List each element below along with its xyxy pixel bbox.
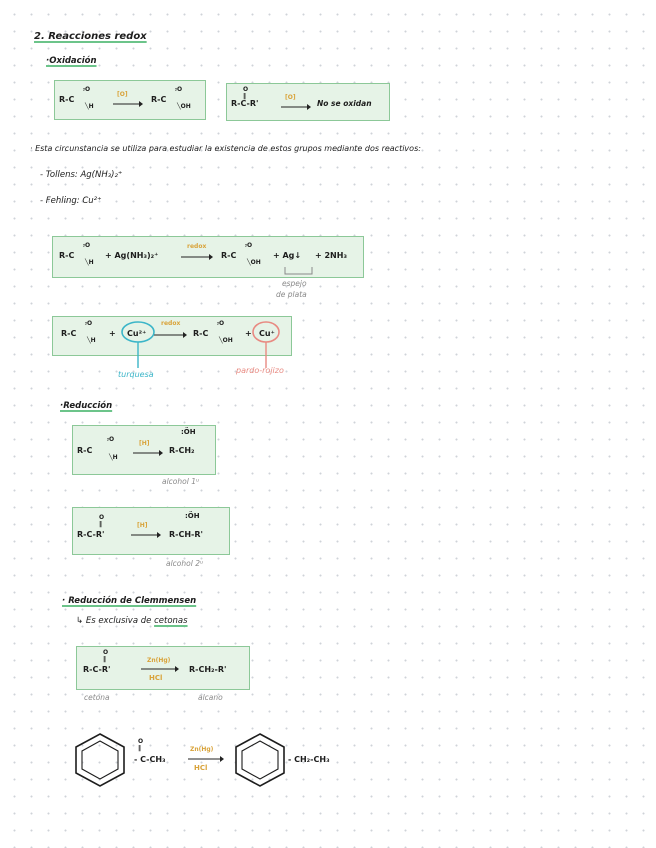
condition: [H] — [139, 440, 150, 447]
clemmensen-reaction-box — [76, 646, 250, 690]
product: R-C — [151, 95, 167, 104]
reactant: R-C — [59, 95, 75, 104]
ammonia-product: + 2NH₃ — [315, 251, 347, 260]
reactant: R-C — [77, 446, 93, 455]
arrow-icon — [113, 101, 143, 107]
circumstance-text: · Esta circunstancia se utiliza para estudiar la existencia de estos grupos mediante dos reactivos: — [30, 144, 421, 153]
note-prefix: ↳ Es exclusiva de — [76, 616, 152, 626]
acyl-substituent: - C-CH₃ — [134, 755, 166, 764]
oxidation-box-ketone — [226, 83, 390, 121]
arrow-icon — [188, 756, 224, 762]
reactant: R-C-R' — [77, 530, 105, 539]
product: R-CH₂-R' — [189, 665, 227, 674]
benzene-ring-icon — [232, 732, 292, 788]
condition: [O] — [285, 94, 296, 101]
o-group: O ‖ — [243, 86, 249, 100]
condition-bottom: HCl — [149, 674, 163, 682]
o-group: ⸗O — [217, 320, 225, 327]
condition: redox — [161, 320, 181, 327]
o-group: ⸗O — [245, 242, 253, 249]
arrow-icon — [133, 450, 163, 456]
clemmensen-note — [76, 616, 188, 626]
arrow-icon — [281, 104, 311, 110]
tollens-reagent: + Ag(NH₃)₂⁺ — [105, 251, 159, 260]
condition: [H] — [137, 522, 148, 529]
oh-group: :ÖH — [185, 512, 200, 520]
acyl-text: C-CH₃ — [140, 755, 166, 764]
condition-top: Zn(Hg) — [190, 746, 214, 753]
condition-bottom: HCl — [194, 764, 208, 772]
silver-product: + Ag↓ — [273, 251, 302, 260]
o-group: ⸗O — [85, 320, 93, 327]
oh-group: ╲OH — [219, 337, 233, 344]
product: No se oxidan — [317, 99, 372, 108]
product: R-C — [193, 329, 209, 338]
o-group: ⸗O — [107, 436, 115, 443]
oh-group: ╲OH — [177, 103, 191, 110]
reduction-box-aldehyde — [72, 425, 216, 475]
section-reduccion: ·Reducción — [60, 401, 113, 411]
ethyl-substituent: - CH₂-CH₃ — [288, 755, 330, 764]
o-group: O ‖ — [99, 514, 105, 528]
tollens-text: - Tollens: Ag(NH₃)₂⁺ — [40, 170, 123, 180]
benzene-ring-icon — [72, 732, 132, 788]
product: R-CH₂ — [169, 446, 195, 455]
note-alcohol-secundario: alcohol 2ᵘ — [166, 559, 204, 568]
note-cetonas: cetonas — [154, 616, 188, 626]
plus-sign: + — [109, 329, 116, 338]
note-alcohol-primario: alcohol 1ᵘ — [162, 477, 200, 486]
reduction-box-ketone — [72, 507, 230, 555]
h-group: ╲H — [85, 103, 94, 110]
section-oxidacion: ·Oxidación — [46, 56, 97, 66]
condition-top: Zn(Hg) — [147, 657, 171, 664]
section-clemmensen: · Reducción de Clemmensen — [62, 596, 197, 606]
o-group: ⸗O — [175, 86, 183, 93]
o-group: ⸗O — [83, 242, 91, 249]
reactant: R-C-R' — [231, 99, 259, 108]
o-group: ⸗O — [83, 86, 91, 93]
product: R-CH-R' — [169, 530, 203, 539]
oh-group: ╲OH — [247, 259, 261, 266]
ethyl-text: CH₂-CH₃ — [294, 755, 330, 764]
arrow-icon — [131, 532, 161, 538]
label-turquesa: turquesa — [118, 370, 154, 379]
reactant: R-C — [59, 251, 75, 260]
condition: redox — [187, 243, 207, 250]
copper-i-product: Cu⁺ — [259, 329, 275, 338]
o-group: O ‖ — [138, 738, 144, 752]
label-pardo-rojizo: pardo-rojizo — [236, 366, 284, 375]
turquoise-circle-icon — [120, 318, 160, 378]
product: R-C — [221, 251, 237, 260]
reactant: R-C-R' — [83, 665, 111, 674]
copper-ii-reagent: Cu²⁺ — [127, 329, 147, 338]
note-alcano: alcano — [198, 693, 223, 702]
arrow-icon — [181, 254, 213, 260]
plus-sign: + — [245, 329, 252, 338]
note-de-plata: de plata — [276, 290, 307, 299]
condition: [O] — [117, 91, 128, 98]
h-group: ╲H — [87, 337, 96, 344]
o-group: O ‖ — [103, 649, 109, 663]
arrow-icon — [141, 666, 179, 672]
fehling-text: - Fehling: Cu²⁺ — [40, 196, 102, 206]
h-group: ╲H — [85, 259, 94, 266]
h-group: ╲H — [109, 454, 118, 461]
bracket-icon — [284, 266, 314, 276]
page-title: 2. Reacciones redox — [34, 31, 147, 42]
oxidation-box-aldehyde — [54, 80, 206, 120]
oh-group: :ÖH — [181, 428, 196, 436]
note-espejo: espejo — [282, 279, 307, 288]
tollens-reaction-box — [52, 236, 364, 278]
note-cetona: cetona — [84, 693, 110, 702]
reactant: R-C — [61, 329, 77, 338]
